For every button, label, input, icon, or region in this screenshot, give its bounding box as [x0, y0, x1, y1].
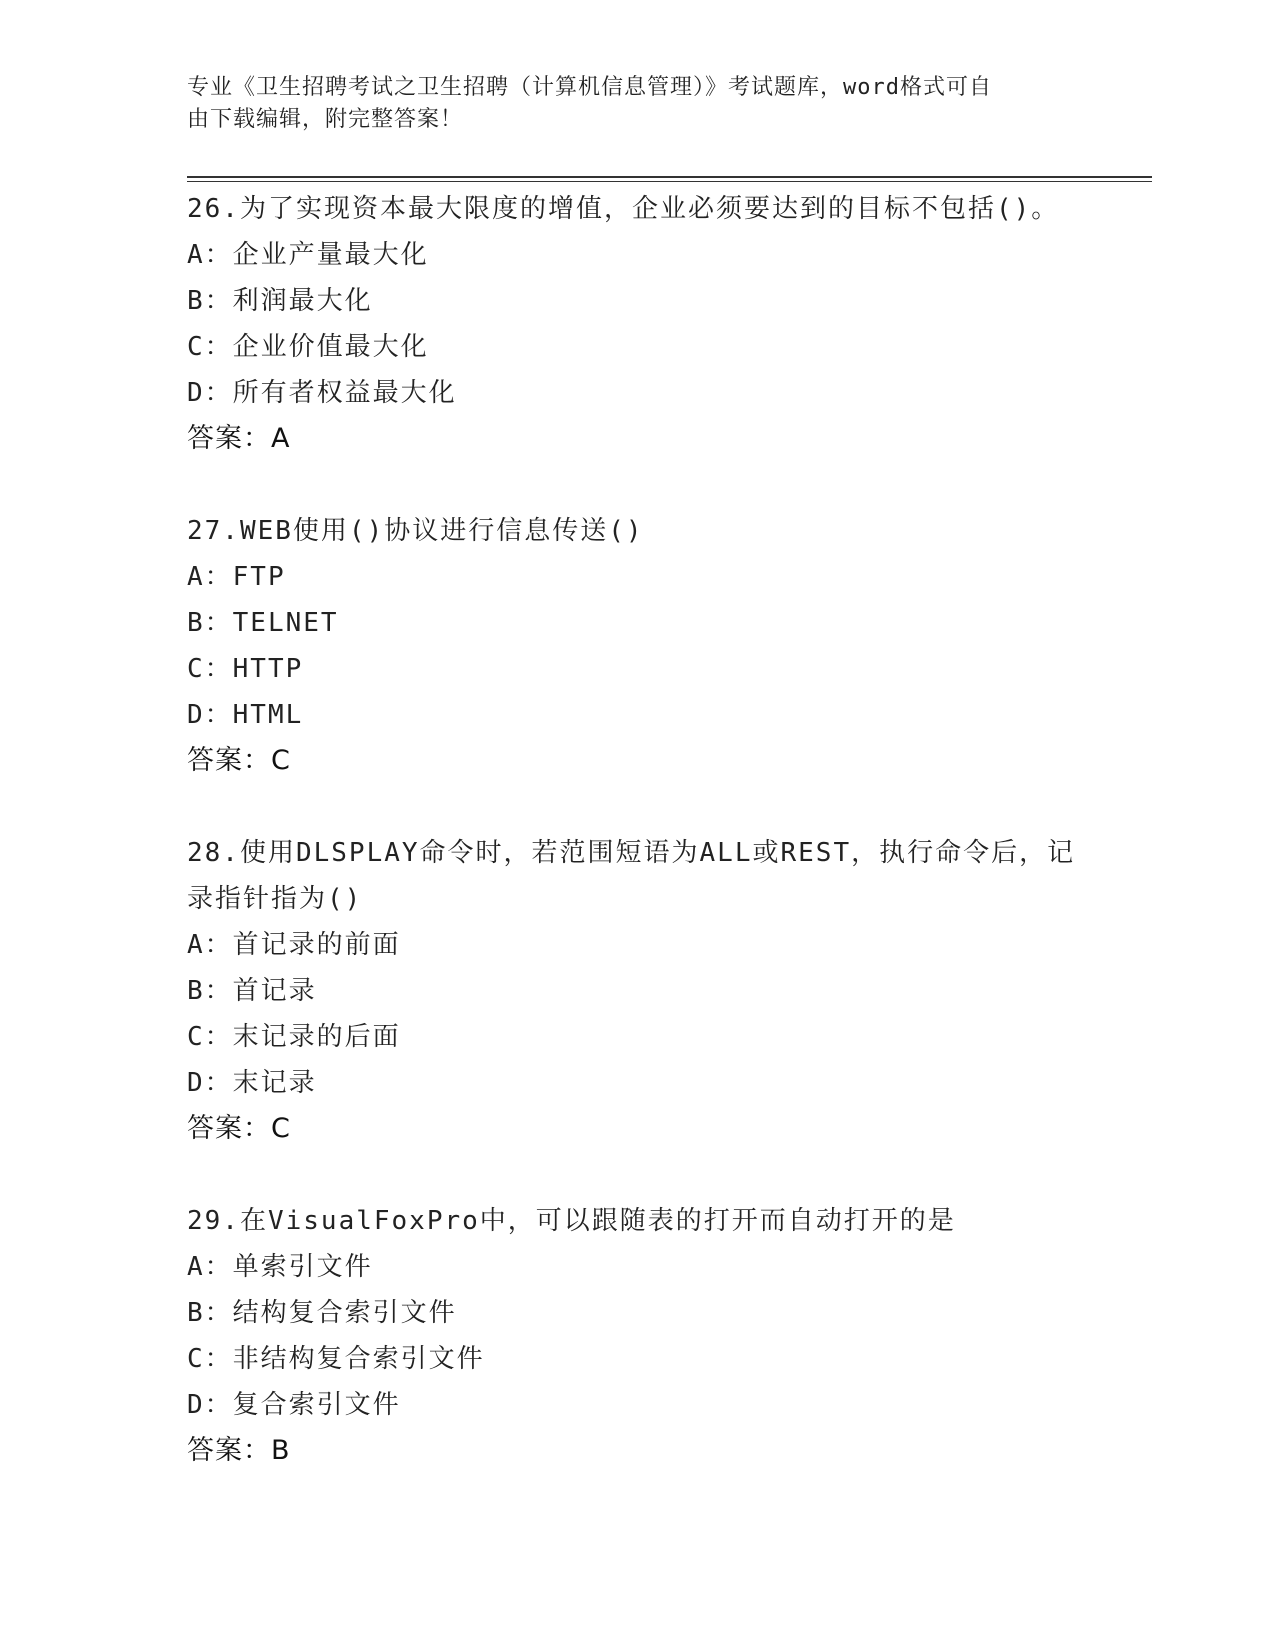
question-27 — [187, 508, 1087, 784]
option-a: A：首记录的前面 — [187, 930, 401, 960]
option-b: B：首记录 — [187, 976, 317, 1006]
option-a: A：FTP — [187, 562, 286, 592]
question-stem: 28.使用DLSPLAY命令时，若范围短语为ALL或REST，执行命令后，记 — [187, 838, 1076, 868]
option-c: C：企业价值最大化 — [187, 332, 429, 362]
header-line-2: 由下载编辑，附完整答案！ — [187, 107, 464, 132]
answer-line: 答案：C — [187, 1113, 291, 1144]
question-29 — [187, 1198, 1087, 1474]
question-stem: 29.在VisualFoxPro中，可以跟随表的打开而自动打开的是 — [187, 1206, 956, 1236]
document-header — [187, 72, 1087, 136]
option-b: B：利润最大化 — [187, 286, 373, 316]
question-28 — [187, 830, 1087, 1152]
option-d: D：HTML — [187, 700, 304, 730]
header-line-1: 专业《卫生招聘考试之卫生招聘（计算机信息管理）》考试题库，word格式可自 — [187, 75, 992, 100]
header-divider-thin — [187, 181, 1152, 182]
question-stem: 26.为了实现资本最大限度的增值，企业必须要达到的目标不包括()。 — [187, 194, 1060, 224]
question-26 — [187, 186, 1087, 462]
question-stem-continued: 录指针指为() — [187, 884, 363, 914]
answer-line: 答案：C — [187, 745, 291, 776]
option-a: A：企业产量最大化 — [187, 240, 429, 270]
option-c: C：末记录的后面 — [187, 1022, 401, 1052]
option-c: C：非结构复合索引文件 — [187, 1344, 485, 1374]
question-stem: 27.WEB使用()协议进行信息传送() — [187, 516, 644, 546]
option-b: B：结构复合索引文件 — [187, 1298, 457, 1328]
answer-line: 答案：A — [187, 423, 291, 454]
option-c: C：HTTP — [187, 654, 304, 684]
option-d: D：所有者权益最大化 — [187, 378, 457, 408]
option-d: D：末记录 — [187, 1068, 317, 1098]
question-list — [187, 186, 1087, 1520]
option-a: A：单索引文件 — [187, 1252, 373, 1282]
option-b: B：TELNET — [187, 608, 339, 638]
header-divider-thick — [187, 176, 1152, 178]
option-d: D：复合索引文件 — [187, 1390, 401, 1420]
answer-line: 答案：B — [187, 1435, 291, 1466]
